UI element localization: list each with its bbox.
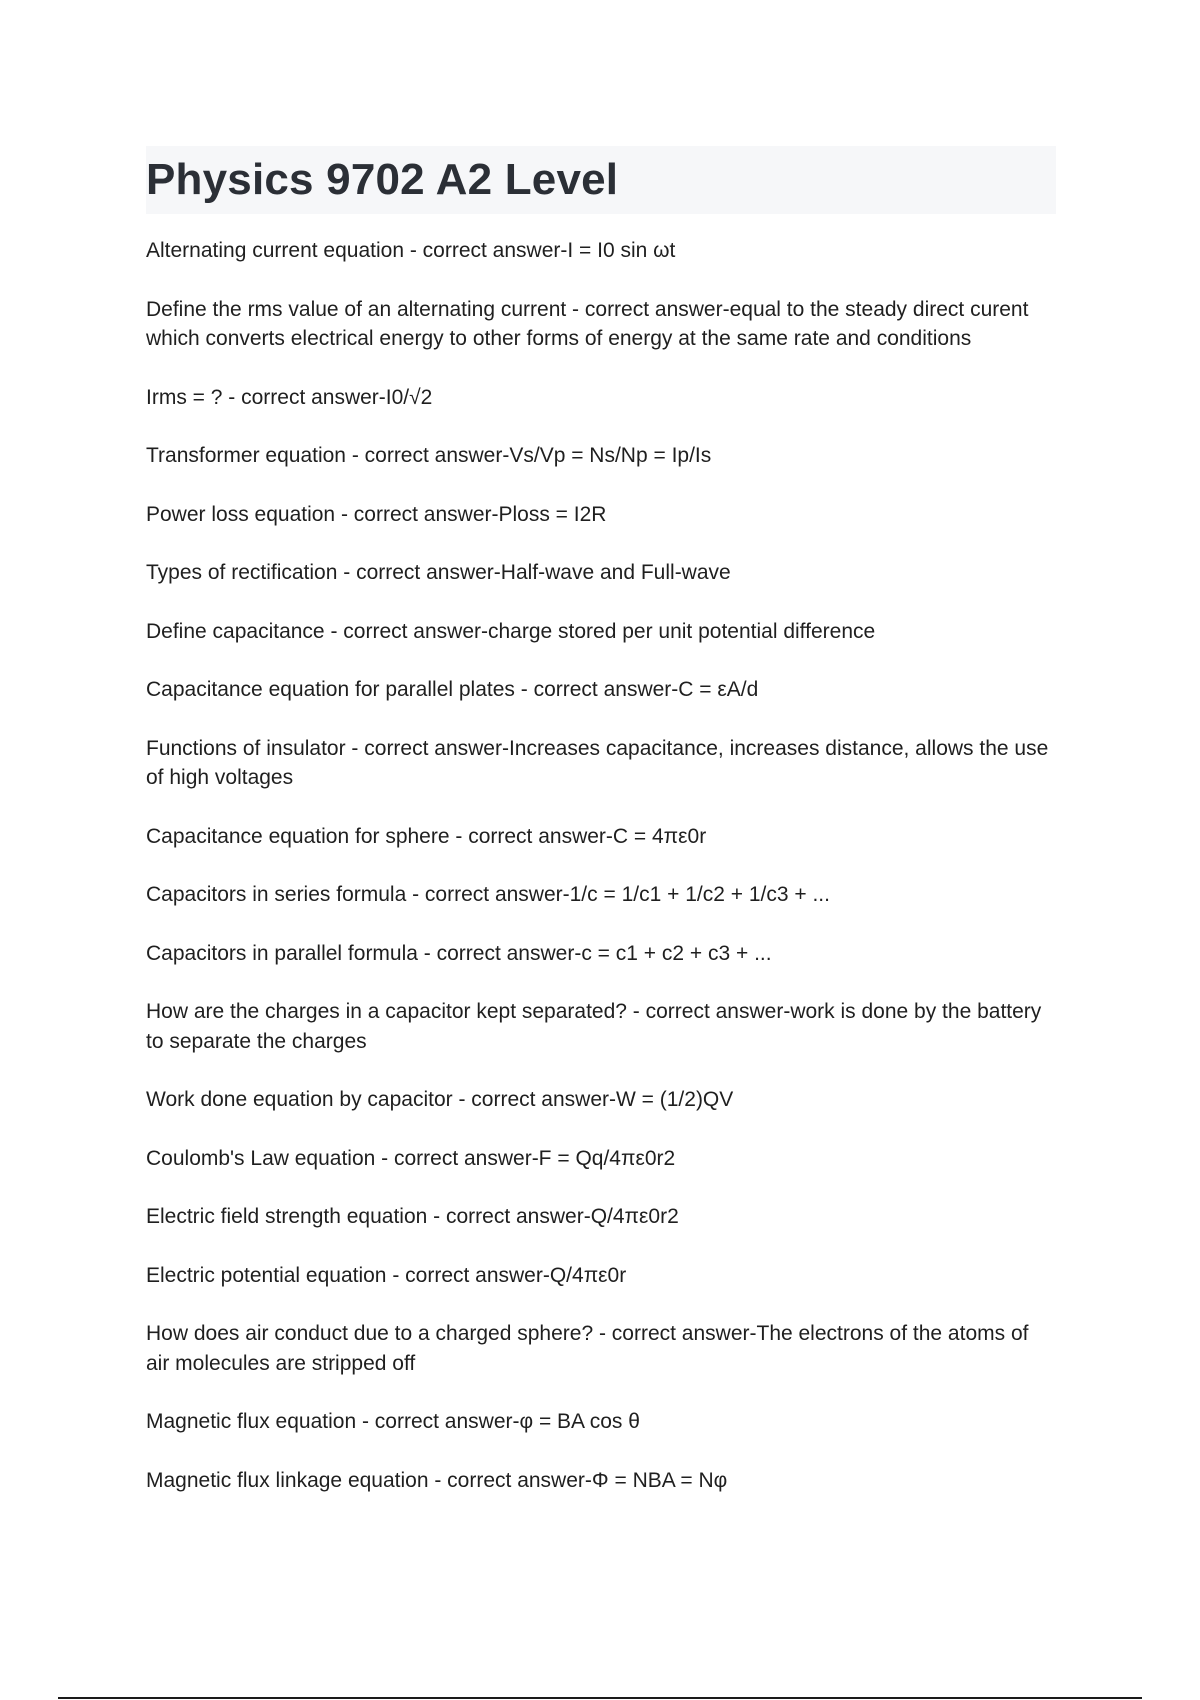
qa-item: Alternating current equation - correct answer-I = I0 sin ωt [146,239,676,262]
qa-item: Define capacitance - correct answer-charge stored per unit potential difference [146,619,876,643]
qa-item: Capacitors in series formula - correct answer-1/c = 1/c1 + 1/c2 + 1/c3 + ... [146,883,830,906]
qa-item: Capacitors in parallel formula - correct answer-c = c1 + c2 + c3 + ... [146,941,772,965]
qa-item: Power loss equation - correct answer-Ploss = I2R [146,502,607,526]
qa-item: How are the charges in a capacitor kept separated? - correct answer-work is done by the battery to separate the charges [146,1000,1042,1053]
qa-item: Electric potential equation - correct answer-Q/4πε0r [146,1263,627,1287]
qa-item: Coulomb's Law equation - correct answer-F = Qq/4πε0r2 [146,1146,676,1170]
page-title: Physics 9702 A2 Level [146,155,619,204]
qa-item: Capacitance equation for sphere - correct answer-C = 4πε0r [146,824,707,848]
qa-item: Magnetic flux equation - correct answer-φ = BA cos θ [146,1410,640,1433]
qa-item: How does air conduct due to a charged sphere? - correct answer-The electrons of the atoms of air molecules are stripped off [146,1322,1029,1375]
qa-item: Functions of insulator - correct answer-Increases capacitance, increases distance, allows the use of high voltages [146,736,1049,789]
qa-item: Magnetic flux linkage equation - correct answer-Φ = NBA = Nφ [146,1468,728,1492]
qa-item: Types of rectification - correct answer-Half-wave and Full-wave [146,561,731,584]
qa-item: Irms = ? - correct answer-I0/√2 [146,385,433,409]
qa-item: Work done equation by capacitor - correct answer-W = (1/2)QV [146,1088,734,1111]
qa-item: Electric field strength equation - correct answer-Q/4πε0r2 [146,1205,679,1228]
footer-divider [58,1697,1142,1699]
qa-item: Transformer equation - correct answer-Vs/Vp = Ns/Np = Ip/Is [146,444,712,467]
qa-item: Define the rms value of an alternating current - correct answer-equal to the steady direct curent which converts electrical energy to other forms of energy at the same rate and conditions [146,297,1029,350]
qa-list [146,236,1056,1524]
qa-item: Capacitance equation for parallel plates - correct answer-C = εA/d [146,678,759,701]
